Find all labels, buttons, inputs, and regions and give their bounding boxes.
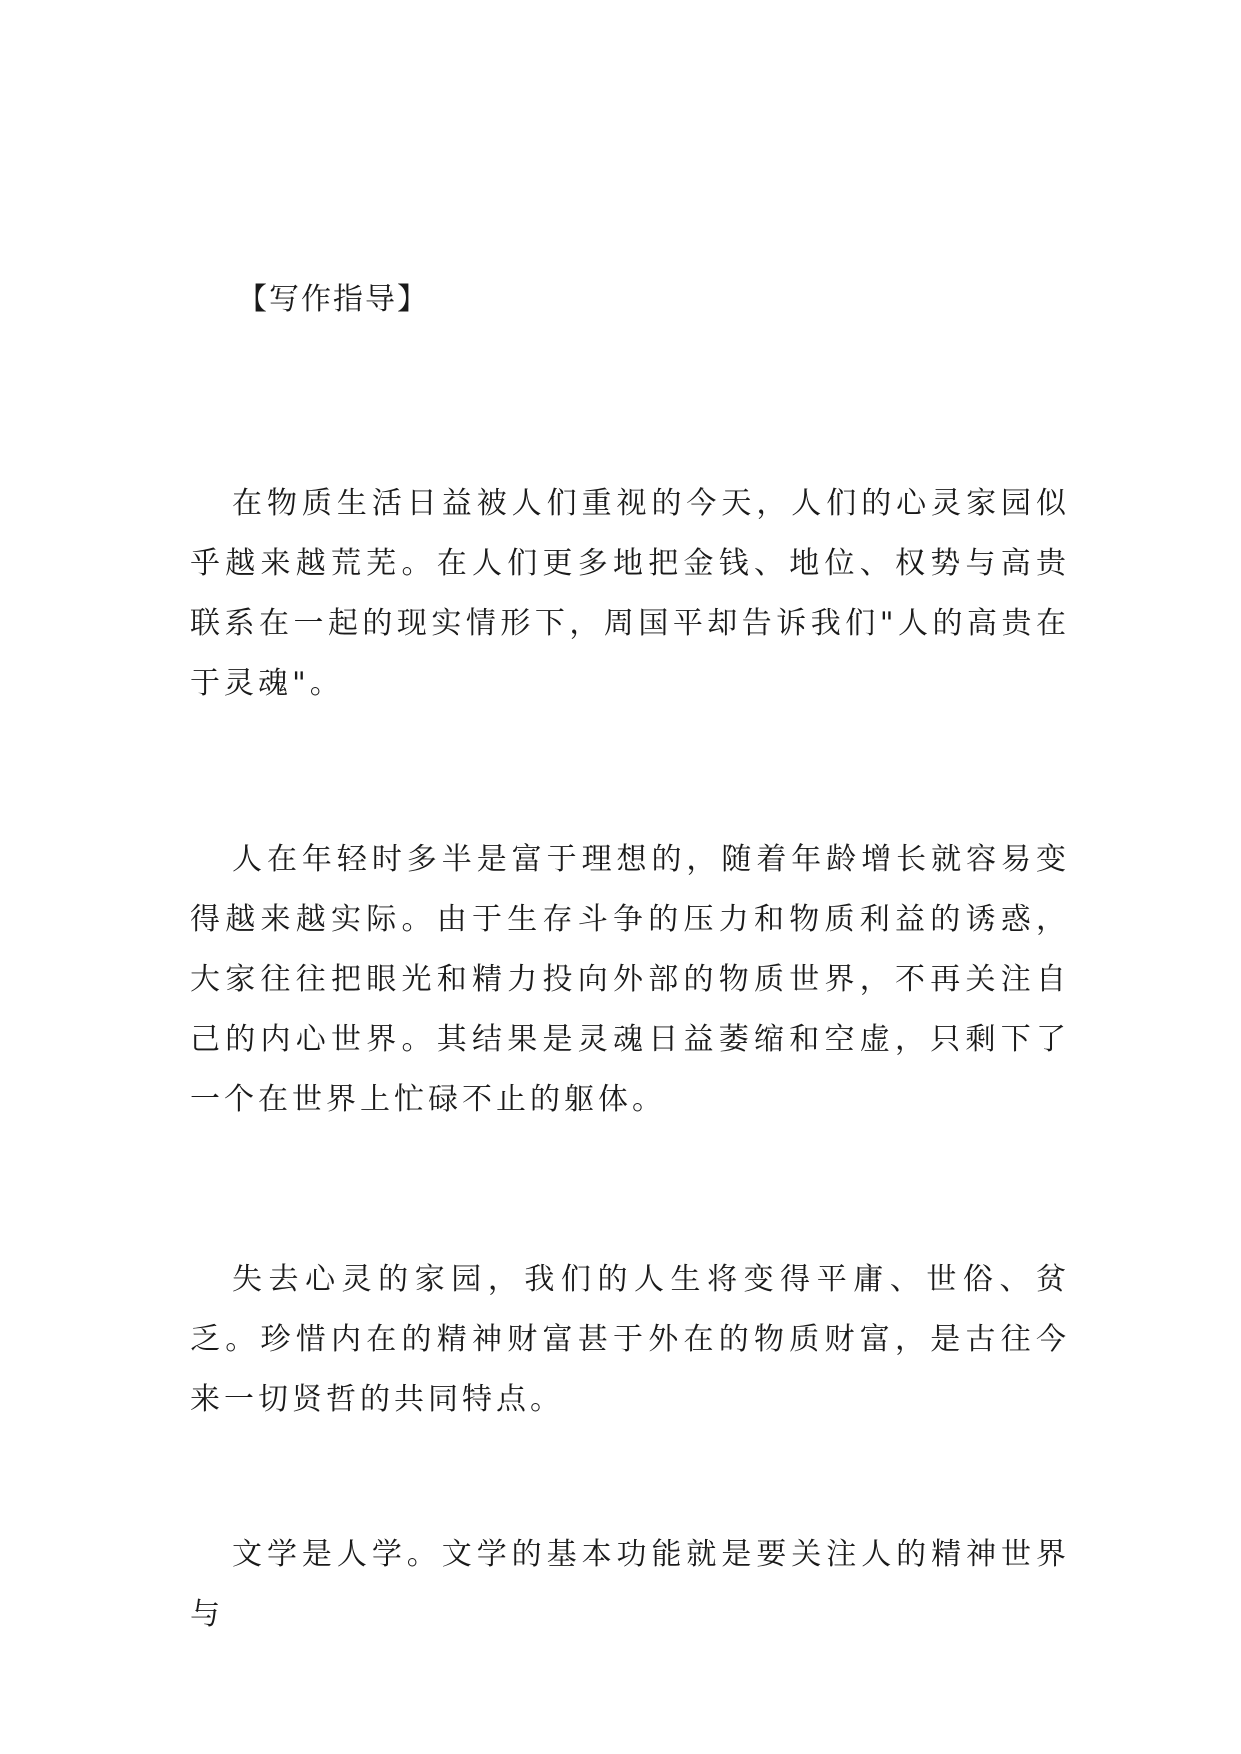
paragraph: 文学是人学。文学的基本功能就是要关注人的精神世界与 [190,1537,1070,1632]
paragraph: 失去心灵的家园，我们的人生将变得平庸、世俗、贫乏。珍惜内在的精神财富甚于外在的物质财富，是古往今来一切贤哲的共同特点。 [190,1262,1070,1417]
section-heading: 【写作指导】 [237,282,429,317]
paragraph: 人在年轻时多半是富于理想的，随着年龄增长就容易变得越来越实际。由于生存斗争的压力和物质利益的诱惑，大家往往把眼光和精力投向外部的物质世界，不再关注自己的内心世界。其结果是灵魂日益萎缩和空虚，只剩下了一个在世界上忙碌不止的躯体。 [190,842,1070,1117]
paragraph: 在物质生活日益被人们重视的今天，人们的心灵家园似乎越来越荒芜。在人们更多地把金钱、地位、权势与高贵联系在一起的现实情形下，周国平却告诉我们"人的高贵在于灵魂"。 [190,486,1070,701]
